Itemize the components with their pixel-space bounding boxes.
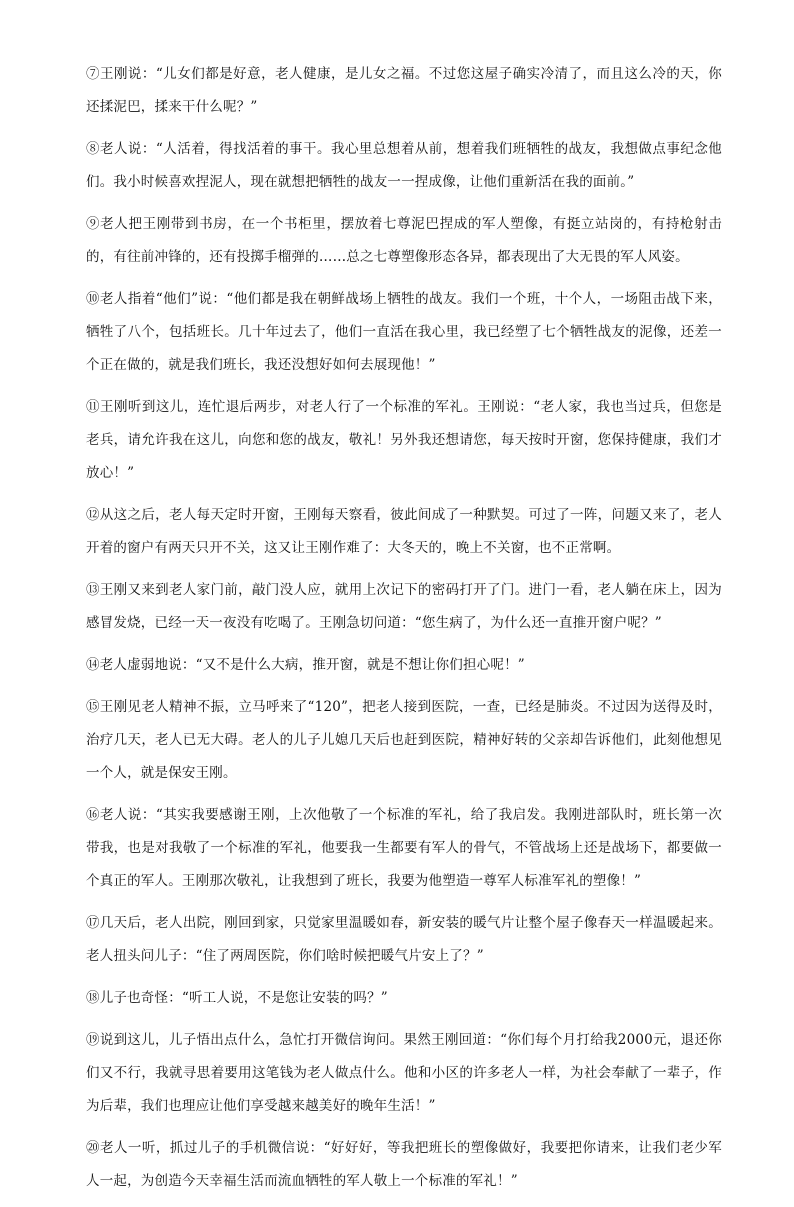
paragraph-8 xyxy=(86,133,722,199)
paragraph-number: ⑪ xyxy=(86,399,100,415)
paragraph-15 xyxy=(86,691,722,790)
paragraph-text: 王刚见老人精神不振，立马呼来了“120”，把老人接到医院，一查，已经是肺炎。不过因为送得及时，治疗几天，老人已无大碍。老人的儿子儿媳几天后也赶到医院，精神好转的父亲却告诉他们，此刻他想见一个人，就是保安王刚。 xyxy=(86,699,722,781)
paragraph-number: ⑫ xyxy=(86,507,100,523)
paragraph-12 xyxy=(86,499,722,565)
paragraph-18 xyxy=(86,982,722,1015)
paragraph-number: ⑦ xyxy=(86,66,100,82)
paragraph-text: 王刚听到这儿，连忙退后两步，对老人行了一个标准的军礼。王刚说：“老人家，我也当过兵，但您是老兵，请允许我在这儿，向您和您的战友，敬礼！另外我还想请您，每天按时开窗，您保持健康，我们才放心！” xyxy=(86,399,722,481)
paragraph-19 xyxy=(86,1024,722,1123)
paragraph-14 xyxy=(86,649,722,682)
paragraph-17 xyxy=(86,907,722,973)
paragraph-number: ⑱ xyxy=(86,990,100,1006)
paragraph-16 xyxy=(86,799,722,898)
document-page xyxy=(86,58,722,1207)
paragraph-text: 说到这儿，儿子悟出点什么，急忙打开微信询问。果然王刚回道：“你们每个月打给我2000元，退还你们又不行，我就寻思着要用这笔钱为老人做点什么。他和小区的许多老人一样，为社会奉献了一辈子，作为后辈，我们也理应让他们享受越来越美好的晚年生活！” xyxy=(86,1032,722,1114)
paragraph-text: 儿子也奇怪：“听工人说，不是您让安装的吗？” xyxy=(99,990,388,1006)
paragraph-text: 老人虚弱地说：“又不是什么大病，推开窗，就是不想让你们担心呢！” xyxy=(99,657,525,673)
paragraph-number: ⑩ xyxy=(86,291,100,307)
paragraph-number: ⑳ xyxy=(86,1140,100,1156)
paragraph-number: ⑭ xyxy=(86,657,100,673)
paragraph-number: ⑮ xyxy=(86,699,100,715)
paragraph-text: 老人一听，抓过儿子的手机微信说：“好好好，等我把班长的塑像做好，我要把你请来，让我们老少军人一起，为创造今天幸福生活而流血牺牲的军人敬上一个标准的军礼！” xyxy=(86,1140,722,1189)
paragraph-text: 老人说：“人活着，得找活着的事干。我心里总想着从前，想着我们班牺牲的战友，我想做点事纪念他们。我小时候喜欢捏泥人，现在就想把牺牲的战友一一捏成像，让他们重新活在我的面前。” xyxy=(86,141,722,190)
paragraph-13 xyxy=(86,574,722,640)
paragraph-20 xyxy=(86,1132,722,1198)
paragraph-7 xyxy=(86,58,722,124)
paragraph-text: 老人把王刚带到书房，在一个书柜里，摆放着七尊泥巴捏成的军人塑像，有挺立站岗的，有持枪射击的，有往前冲锋的，还有投掷手榴弹的……总之七尊塑像形态各异，都表现出了大无畏的军人风姿。 xyxy=(86,216,722,265)
paragraph-text: 从这之后，老人每天定时开窗，王刚每天察看，彼此间成了一种默契。可过了一阵，问题又来了，老人开着的窗户有两天只开不关，这又让王刚作难了：大冬天的，晚上不关窗，也不正常啊。 xyxy=(86,507,723,556)
paragraph-number: ⑧ xyxy=(86,141,100,157)
paragraph-number: ⑰ xyxy=(86,915,100,931)
paragraph-10 xyxy=(86,283,722,382)
paragraph-number: ⑬ xyxy=(86,582,100,598)
paragraph-number: ⑯ xyxy=(86,807,100,823)
paragraph-text: 老人指着“他们”说：“他们都是我在朝鲜战场上牺牲的战友。我们一个班，十个人，一场阻击战下来，牺牲了八个，包括班长。几十年过去了，他们一直活在我心里，我已经塑了七个牺牲战友的泥像，还差一个正在做的，就是我们班长，我还没想好如何去展现他！” xyxy=(86,291,723,373)
paragraph-number: ⑲ xyxy=(86,1032,100,1048)
paragraph-number: ⑨ xyxy=(86,216,101,232)
paragraph-9 xyxy=(86,208,722,274)
paragraph-text: 老人说：“其实我要感谢王刚，上次他敬了一个标准的军礼，给了我启发。我刚进部队时，班长第一次带我，也是对我敬了一个标准的军礼，他要我一生都要有军人的骨气，不管战场上还是战场下，都要做一个真正的军人。王刚那次敬礼，让我想到了班长，我要为他塑造一尊军人标准军礼的塑像！” xyxy=(86,807,722,889)
paragraph-text: 王刚又来到老人家门前，敲门没人应，就用上次记下的密码打开了门。进门一看，老人躺在床上，因为感冒发烧，已经一天一夜没有吃喝了。王刚急切问道：“您生病了，为什么还一直推开窗户呢？” xyxy=(86,582,723,631)
paragraph-text: 王刚说：“儿女们都是好意，老人健康，是儿女之福。不过您这屋子确实冷清了，而且这么冷的天，你还揉泥巴，揉来干什么呢？” xyxy=(86,66,722,115)
paragraph-11 xyxy=(86,391,722,490)
paragraph-text: 几天后，老人出院，刚回到家，只觉家里温暖如春，新安装的暖气片让整个屋子像春天一样温暖起来。老人扭头问儿子：“住了两周医院，你们啥时候把暖气片安上了？” xyxy=(86,915,723,964)
